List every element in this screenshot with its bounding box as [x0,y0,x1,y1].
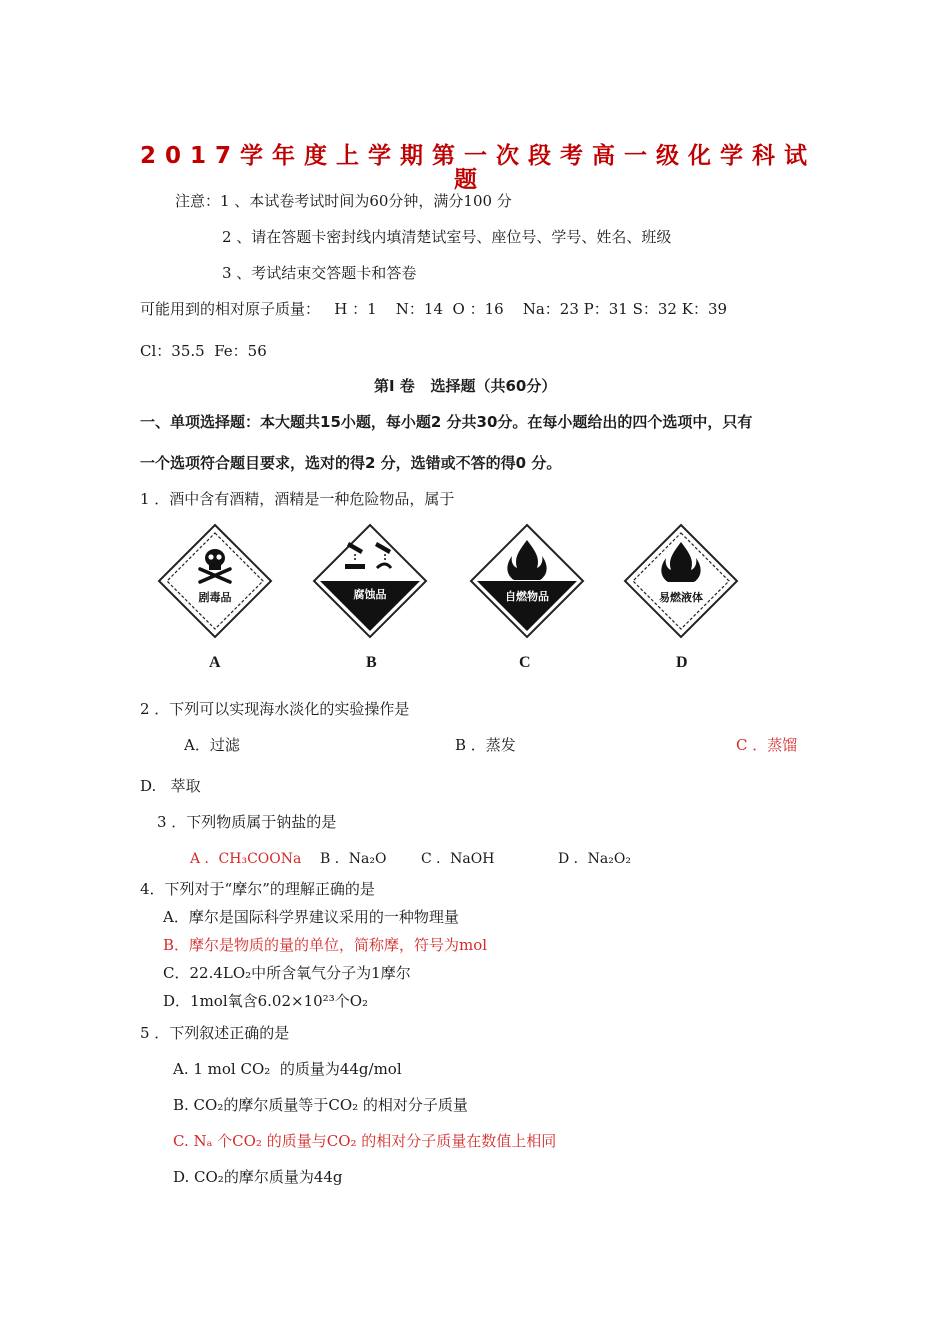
q1-stem: 1 ．酒中含有酒精，酒精是一种危险物品，属于 [140,490,455,508]
sign-d-label: 易燃液体 [659,591,703,604]
q5-option-a: A. 1 mol CO₂ 的质量为44g/mol [173,1060,402,1078]
instruction-line2: 一个选项符合题目要求，选对的得2 分，选错或不答的得0 分。 [140,454,562,472]
q4-option-d: D．1mol氧含6.02×10²³个O₂ [163,992,369,1010]
exam-title-line2: 题 [454,167,486,193]
q3-option-a: A ．CH₃COONa [190,851,302,867]
q2-option-c: C ．蒸馏 [736,736,798,754]
sign-a-label: 剧毒品 [198,591,232,604]
section-heading: 第I 卷 选择题（共60分） [374,377,557,395]
q3-stem: 3 ．下列物质属于钠盐的是 [157,813,337,831]
sign-b-label: 腐蚀品 [353,588,387,601]
q5-option-d: D. CO₂的摩尔质量为44g [173,1168,343,1186]
hazard-sign-corrosive [311,522,429,640]
sign-b-letter: B [366,654,377,671]
q3-option-c: C ．NaOH [421,851,495,867]
q3-option-b: B ．Na₂O [320,851,387,867]
instruction-line1: 一、单项选择题：本大题共15小题，每小题2 分共30分。在每小题给出的四个选项中，只有 [140,413,753,431]
sign-a-letter: A [209,654,221,671]
q2-option-b: B ．蒸发 [455,736,516,754]
q2-option-d: D. 萃取 [140,777,201,795]
q4-option-c: C．22.4LO₂中所含氧气分子为1摩尔 [163,964,411,982]
q5-option-c: C. Nₐ 个CO₂ 的质量与CO₂ 的相对分子质量在数值上相同 [173,1132,557,1150]
note-3: 3 、考试结束交答题卡和答卷 [222,264,417,282]
hazard-sign-spontaneous-combustion [468,522,586,640]
sign-c-label: 自燃物品 [505,590,549,603]
exam-title-line1: 2017学年度上学期第一次段考高一级化学科试 [140,143,817,169]
q5-option-b: B. CO₂的摩尔质量等于CO₂ 的相对分子质量 [173,1096,468,1114]
hazard-sign-toxic [156,522,274,640]
sign-d-letter: D [676,654,688,671]
hazard-sign-flammable-liquid [622,522,740,640]
q5-stem: 5 ．下列叙述正确的是 [140,1024,290,1042]
q2-stem: 2 ．下列可以实现海水淡化的实验操作是 [140,700,410,718]
note-2: 2 、请在答题卡密封线内填清楚试室号、座位号、学号、姓名、班级 [222,228,672,246]
atomic-mass-line2: Cl：35.5 Fe：56 [140,342,267,360]
q2-option-a: A．过滤 [184,736,240,754]
atomic-mass-line1: 可能用到的相对原子质量： H ：1 N：14 O ：16 Na：23 P：31 S：32 K：39 [140,300,728,318]
q3-option-d: D ．Na₂O₂ [558,851,631,867]
q4-option-a: A．摩尔是国际科学界建议采用的一种物理量 [163,908,459,926]
sign-c-letter: C [519,654,531,671]
note-1: 注意：1 、本试卷考试时间为60分钟，满分100 分 [175,192,512,210]
q4-option-b: B．摩尔是物质的量的单位，简称摩，符号为mol [163,936,488,954]
q4-stem: 4．下列对于“摩尔”的理解正确的是 [140,880,375,898]
